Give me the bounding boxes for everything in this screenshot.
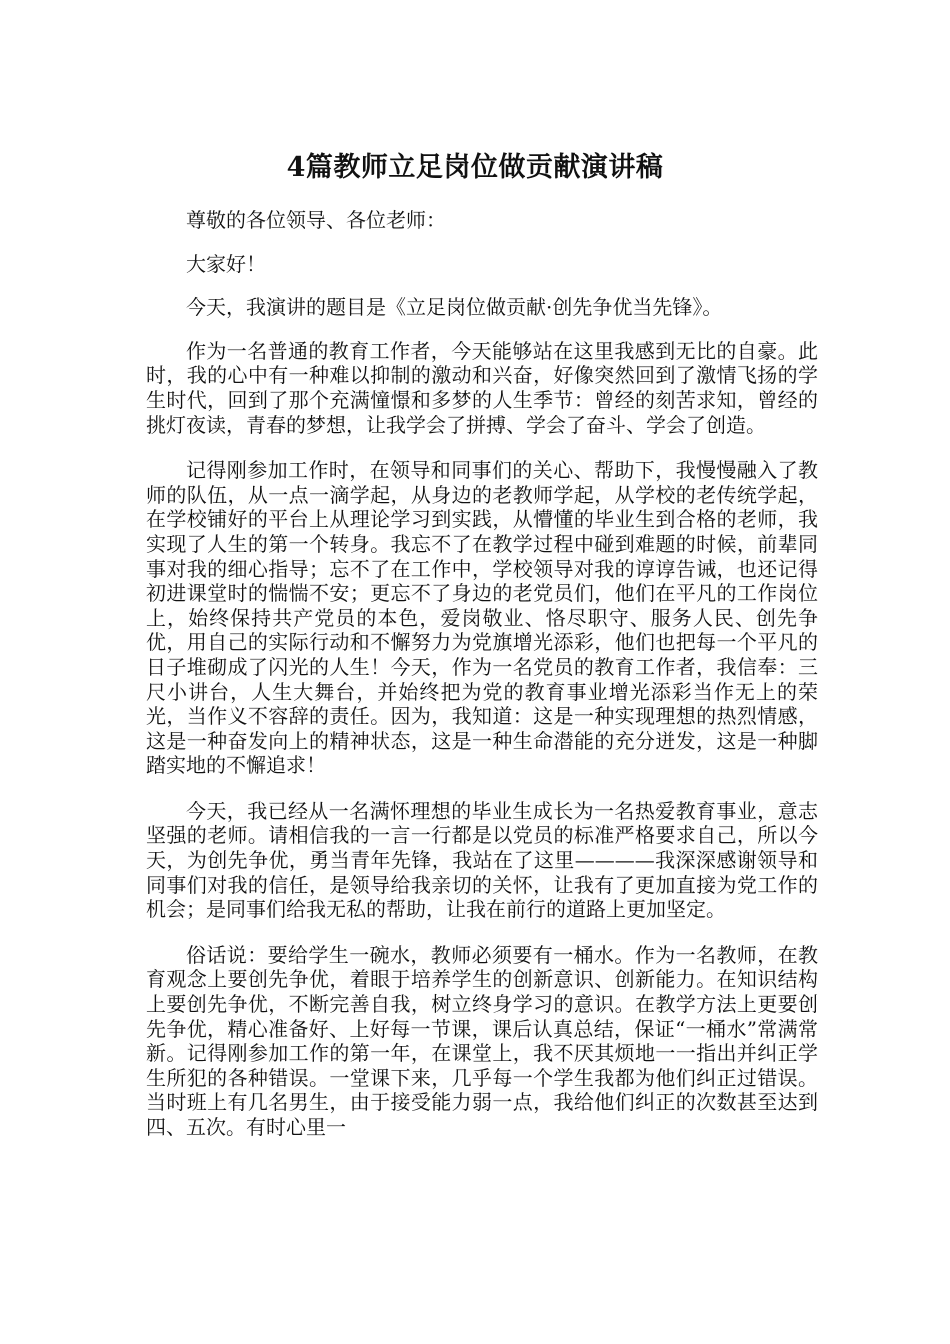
document-title: 4篇教师立足岗位做贡献演讲稿 bbox=[286, 152, 664, 183]
body-paragraph: 作为一名普通的教育工作者，今天能够站在这里我感到无比的自豪。此时，我的心中有一种难以抑制的激动和兴奋，好像突然回到了激情飞扬的学生时代，回到了那个充满憧憬和多梦的人生季节：曾经的刻苦求知，曾经的挑灯夜读，青春的梦想，让我学会了拼搏、学会了奋斗、学会了创造。 bbox=[146, 338, 818, 437]
body-paragraph: 今天，我已经从一名满怀理想的毕业生成长为一名热爱教育事业，意志坚强的老师。请相信我的一言一行都是以党员的标准严格要求自己，所以今天，为创先争优，勇当青年先锋，我站在了这里————我深深感谢领导和同事们对我的信任，是领导给我亲切的关怀，让我有了更加直接为党工作的机会；是同事们给我无私的帮助，让我在前行的道路上更加坚定。 bbox=[146, 798, 818, 922]
body-paragraph: 俗话说：要给学生一碗水，教师必须要有一桶水。作为一名教师，在教育观念上要创先争优，着眼于培养学生的创新意识、创新能力。在知识结构上要创先争优，不断完善自我，树立终身学习的意识。在教学方法上更要创先争优，精心准备好、上好每一节课，课后认真总结，保证“一桶水”常满常新。记得刚参加工作的第一年，在课堂上，我不厌其烦地一一指出并纠正学生所犯的各种错误。一堂课下来，几乎每一个学生我都为他们纠正过错误。当时班上有几名男生，由于接受能力弱一点，我给他们纠正的次数甚至达到四、五次。有时心里一 bbox=[146, 942, 818, 1139]
greeting-paragraph: 大家好！ bbox=[186, 251, 266, 276]
topic-paragraph: 今天，我演讲的题目是《立足岗位做贡献·创先争优当先锋》。 bbox=[186, 295, 723, 320]
salutation-paragraph: 尊敬的各位领导、各位老师： bbox=[186, 208, 446, 232]
document-body bbox=[146, 208, 818, 1161]
body-paragraph: 记得刚参加工作时，在领导和同事们的关心、帮助下，我慢慢融入了教师的队伍，从一点一滴学起，从身边的老教师学起，从学校的老传统学起，在学校铺好的平台上从理论学习到实践，从懵懂的毕业生到合格的老师，我实现了人生的第一个转身。我忘不了在教学过程中碰到难题的时候，前辈同事对我的细心指导；忘不了在工作中，学校领导对我的谆谆告诫，也还记得初进课堂时的惴惴不安；更忘不了身边的老党员们，他们在平凡的工作岗位上，始终保持共产党员的本色，爱岗敬业、恪尽职守、服务人民、创先争优，用自己的实际行动和不懈努力为党旗增光添彩，他们也把每一个平凡的日子堆砌成了闪光的人生！今天，作为一名党员的教育工作者，我信奉：三尺小讲台，人生大舞台，并始终把为党的教育事业增光添彩当作无上的荣光，当作义不容辞的责任。因为，我知道：这是一种实现理想的热烈情感，这是一种奋发向上的精神状态，这是一种生命潜能的充分迸发，这是一种脚踏实地的不懈追求！ bbox=[146, 458, 818, 778]
